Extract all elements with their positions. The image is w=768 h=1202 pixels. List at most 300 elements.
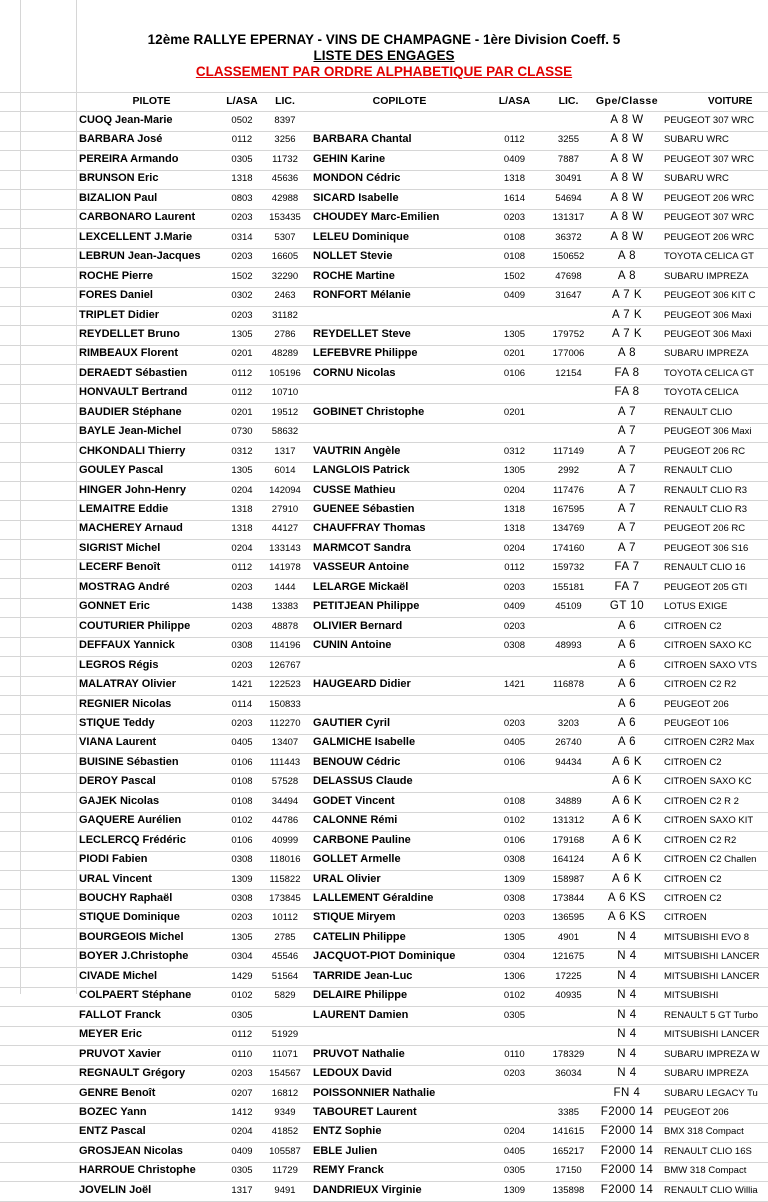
copilote-lasa: 1318 xyxy=(503,173,526,185)
copilote-lasa: 0405 xyxy=(503,1145,526,1157)
group-class: A 8 W xyxy=(610,230,644,243)
group-class: FA 7 xyxy=(614,561,640,574)
pilote-licence: 44786 xyxy=(271,815,299,827)
pilote-licence: 11729 xyxy=(272,1165,298,1177)
copilote-name: VASSEUR Antoine xyxy=(313,561,409,574)
pilote-licence: 13407 xyxy=(271,737,299,749)
table-row xyxy=(0,461,768,480)
pilote-lasa: 0304 xyxy=(231,951,253,963)
group-class: A 6 K xyxy=(612,775,642,788)
pilote-name: DEFFAUX Yannick xyxy=(79,639,175,652)
sheet-gridline xyxy=(0,1181,768,1182)
copilote-lasa: 0409 xyxy=(503,601,526,613)
copilote-licence: 34889 xyxy=(555,795,582,807)
car-model: RENAULT CLIO R3 xyxy=(664,504,748,515)
pilote-name: HARROUE Christophe xyxy=(79,1164,196,1177)
pilote-name: BRUNSON Eric xyxy=(79,172,159,185)
copilote-lasa: 0308 xyxy=(503,640,526,652)
copilote-name: LELARGE Mickaël xyxy=(313,580,409,593)
group-class: A 6 xyxy=(617,639,637,652)
copilote-licence xyxy=(543,1025,594,1044)
pilote-lasa: 1412 xyxy=(231,1106,253,1118)
copilote-licence: 178329 xyxy=(552,1048,585,1060)
table-row xyxy=(0,169,768,188)
copilote-licence xyxy=(543,383,594,402)
sheet-gridline xyxy=(0,617,768,618)
table-row xyxy=(0,247,768,266)
pilote-licence: 16812 xyxy=(271,1087,299,1099)
pilote-name: HINGER John-Henry xyxy=(79,483,186,496)
group-class: N 4 xyxy=(617,930,637,943)
pilote-licence: 45546 xyxy=(271,951,299,963)
copilote-licence: 2992 xyxy=(557,465,580,477)
car-model: PEUGEOT 307 WRC xyxy=(664,153,755,165)
copilote-name: CHAUFFRAY Thomas xyxy=(313,522,426,535)
sheet-gridline xyxy=(0,306,768,307)
copilote-lasa: 0405 xyxy=(503,737,526,749)
copilote-name xyxy=(313,306,486,325)
table-row xyxy=(0,500,768,519)
pilote-licence: 141978 xyxy=(269,562,301,574)
table-row xyxy=(0,811,768,830)
pilote-lasa: 1317 xyxy=(231,1184,253,1196)
pilote-name: STIQUE Teddy xyxy=(79,716,155,729)
pilote-name: LEBRUN Jean-Jacques xyxy=(79,250,201,263)
copilote-licence: 54694 xyxy=(555,192,582,204)
copilote-name: TABOURET Laurent xyxy=(313,1105,417,1118)
copilote-licence: 155181 xyxy=(552,581,585,593)
copilote-name xyxy=(313,1025,486,1044)
sheet-gridline xyxy=(0,442,768,443)
group-class: A 7 xyxy=(617,522,637,535)
group-class: A 7 xyxy=(617,425,637,438)
car-model: LOTUS EXIGE xyxy=(664,601,728,613)
table-row xyxy=(0,636,768,655)
copilote-lasa: 1309 xyxy=(503,1184,526,1196)
table-row xyxy=(0,597,768,616)
pilote-lasa: 1429 xyxy=(231,970,253,982)
copilote-lasa xyxy=(486,111,543,130)
car-model: RENAULT CLIO xyxy=(664,406,733,418)
car-model: CITROEN C2R2 Max xyxy=(664,737,755,749)
table-row xyxy=(0,267,768,286)
table-row xyxy=(0,889,768,908)
copilote-licence: 94434 xyxy=(555,756,582,768)
pilote-licence: 2786 xyxy=(274,328,296,340)
pilote-name: MACHEREY Arnaud xyxy=(79,522,183,535)
pilote-licence: 9491 xyxy=(274,1184,296,1196)
copilote-name: GUENEE Sébastien xyxy=(313,503,415,515)
pilote-lasa: 0314 xyxy=(231,231,253,243)
copilote-licence: 17150 xyxy=(555,1165,582,1177)
table-row xyxy=(0,986,768,1005)
copilote-lasa: 1306 xyxy=(503,970,526,982)
group-class: A 6 K xyxy=(612,814,642,827)
pilote-lasa: 0203 xyxy=(231,212,253,224)
pilote-name: ROCHE Pierre xyxy=(79,269,153,282)
copilote-name: ENTZ Sophie xyxy=(313,1125,382,1138)
copilote-lasa: 0305 xyxy=(503,1009,526,1021)
pilote-name: CHKONDALI Thierry xyxy=(79,444,186,457)
copilote-licence: 36034 xyxy=(555,1068,582,1080)
copilote-licence: 12154 xyxy=(555,367,582,379)
copilote-licence xyxy=(543,1084,594,1103)
pilote-licence: 150833 xyxy=(269,698,301,710)
pilote-licence: 126767 xyxy=(269,659,301,671)
group-class: FA 8 xyxy=(614,386,640,399)
pilote-licence: 16605 xyxy=(271,251,299,263)
copilote-lasa: 0102 xyxy=(503,815,526,827)
copilote-licence: 179168 xyxy=(552,834,585,846)
sheet-gridline xyxy=(0,1201,768,1202)
pilote-name: BOZEC Yann xyxy=(79,1105,147,1118)
sheet-gridline xyxy=(0,325,768,326)
copilote-lasa: 1305 xyxy=(503,328,526,340)
copilote-lasa: 0308 xyxy=(503,893,526,904)
sheet-gridline xyxy=(0,1142,768,1143)
copilote-name: LALLEMENT Géraldine xyxy=(313,892,434,904)
pilote-lasa: 1318 xyxy=(231,523,253,535)
car-model: SUBARU IMPREZA xyxy=(664,270,749,282)
table-row xyxy=(0,792,768,811)
group-class: A 6 KS xyxy=(607,892,647,904)
group-class: A 6 xyxy=(617,736,637,749)
pilote-lasa: 0204 xyxy=(231,542,253,554)
pilote-licence xyxy=(260,1006,310,1025)
pilote-name: BOYER J.Christophe xyxy=(79,950,189,963)
car-model: RENAULT CLIO Willia xyxy=(664,1184,758,1196)
pilote-name: LEXCELLENT J.Marie xyxy=(79,230,193,243)
sheet-gridline xyxy=(0,851,768,852)
pilote-licence: 112270 xyxy=(269,717,301,729)
copilote-licence: 17225 xyxy=(555,970,582,982)
copilote-name: OLIVIER Bernard xyxy=(313,619,403,632)
copilote-lasa xyxy=(486,656,543,675)
copilote-lasa: 0203 xyxy=(503,581,526,593)
pilote-licence: 51564 xyxy=(271,970,299,982)
car-model: CITROEN C2 R2 xyxy=(664,834,737,846)
pilote-lasa: 0203 xyxy=(231,717,253,729)
group-class: A 7 xyxy=(617,405,637,418)
pilote-lasa: 1305 xyxy=(231,328,253,340)
table-row xyxy=(0,908,768,927)
car-model: PEUGEOT 306 Maxi xyxy=(664,309,752,321)
group-class: F2000 14 xyxy=(600,1183,654,1196)
copilote-lasa: 0203 xyxy=(503,620,526,632)
table-row xyxy=(0,772,768,791)
pilote-licence: 133143 xyxy=(269,542,301,554)
pilote-lasa: 0308 xyxy=(231,640,253,652)
sheet-gridline xyxy=(0,695,768,696)
pilote-lasa: 0203 xyxy=(231,251,253,263)
pilote-lasa: 0203 xyxy=(231,620,253,632)
pilote-licence: 10112 xyxy=(272,912,298,924)
copilote-name: CUNIN Antoine xyxy=(313,639,392,652)
table-row xyxy=(0,1084,768,1103)
table-row xyxy=(0,383,768,402)
car-model: CITROEN C2 xyxy=(664,756,722,768)
pilote-lasa: 0102 xyxy=(231,815,253,827)
pilote-licence: 34494 xyxy=(271,795,299,807)
copilote-lasa: 0112 xyxy=(504,134,525,146)
pilote-name: LEGROS Régis xyxy=(79,658,159,671)
pilote-name: TRIPLET Didier xyxy=(79,308,160,321)
copilote-lasa: 0204 xyxy=(503,1126,526,1138)
car-model: PEUGEOT 206 WRC xyxy=(664,231,755,243)
copilote-licence: 136595 xyxy=(552,912,585,924)
col-header-lic-copilote: LIC. xyxy=(558,95,579,107)
table-row xyxy=(0,656,768,675)
pilote-lasa: 1318 xyxy=(231,173,253,185)
car-model: PEUGEOT 306 S16 xyxy=(664,542,749,554)
col-header-lasa: L/ASA xyxy=(226,95,258,107)
copilote-name: GOLLET Armelle xyxy=(313,853,401,866)
car-model: CITROEN C2 xyxy=(664,620,722,632)
pilote-licence: 41852 xyxy=(271,1126,299,1138)
pilote-lasa: 0405 xyxy=(231,737,253,749)
group-class: N 4 xyxy=(617,989,637,1002)
copilote-licence xyxy=(543,656,594,675)
pilote-licence: 6014 xyxy=(274,465,296,477)
copilote-name: LAURENT Damien xyxy=(313,1008,409,1021)
copilote-licence: 174160 xyxy=(552,542,585,554)
pilote-name: PEREIRA Armando xyxy=(79,152,179,165)
copilote-licence xyxy=(543,422,594,441)
car-model: PEUGEOT 206 xyxy=(664,698,729,710)
copilote-lasa: 0203 xyxy=(503,717,526,729)
sheet-gridline xyxy=(0,889,768,890)
sheet-gridline xyxy=(0,1162,768,1163)
pilote-lasa: 0305 xyxy=(231,1165,253,1177)
copilote-licence: 3255 xyxy=(557,134,580,146)
copilote-name xyxy=(313,422,486,441)
pilote-lasa: 0112 xyxy=(231,134,253,146)
copilote-name: RONFORT Mélanie xyxy=(313,289,411,302)
car-model: TOYOTA CELICA xyxy=(664,387,739,399)
car-model: CITROEN SAXO KIT xyxy=(664,815,754,827)
copilote-licence: 150652 xyxy=(552,251,585,263)
sheet-gridline xyxy=(0,1006,768,1007)
copilote-name: CHOUDEY Marc-Emilien xyxy=(313,211,440,224)
table-row xyxy=(0,403,768,422)
pilote-lasa: 0302 xyxy=(231,290,253,302)
pilote-name: GONNET Eric xyxy=(79,600,150,613)
pilote-licence: 1444 xyxy=(274,581,296,593)
pilote-name: GAQUERE Aurélien xyxy=(79,814,182,827)
group-class: A 6 xyxy=(617,658,637,671)
car-model: MITSUBISHI LANCER xyxy=(664,970,760,982)
pilote-licence: 142094 xyxy=(269,484,301,496)
table-row xyxy=(0,1142,768,1161)
car-model: PEUGEOT 307 WRC xyxy=(664,115,755,126)
car-model: PEUGEOT 206 RC xyxy=(664,445,746,457)
sheet-gridline xyxy=(0,1065,768,1066)
copilote-licence xyxy=(543,617,594,636)
sheet-gridline xyxy=(0,131,768,132)
copilote-licence: 131312 xyxy=(552,815,585,827)
pilote-name: MALATRAY Olivier xyxy=(79,678,176,691)
group-class: A 7 K xyxy=(612,289,642,302)
car-model: MITSUBISHI EVO 8 xyxy=(664,931,749,943)
table-row xyxy=(0,130,768,149)
copilote-name: NOLLET Stevie xyxy=(313,250,393,263)
copilote-name: LELEU Dominique xyxy=(313,230,409,243)
sheet-gridline xyxy=(0,423,768,424)
table-row xyxy=(0,1103,768,1122)
copilote-name: DANDRIEUX Virginie xyxy=(313,1183,422,1196)
pilote-lasa: 1305 xyxy=(231,931,253,943)
pilote-lasa: 0204 xyxy=(231,484,253,496)
copilote-name: POISSONNIER Nathalie xyxy=(313,1086,436,1099)
table-row xyxy=(0,1064,768,1083)
group-class: FN 4 xyxy=(613,1086,641,1099)
copilote-licence: 159732 xyxy=(552,562,585,574)
group-class: A 7 K xyxy=(612,308,642,321)
sheet-gridline xyxy=(0,637,768,638)
pilote-licence: 11071 xyxy=(272,1048,298,1060)
pilote-name: CIVADE Michel xyxy=(79,969,158,982)
pilote-licence: 118016 xyxy=(269,854,301,866)
copilote-name: MARMCOT Sandra xyxy=(313,541,411,554)
pilote-licence: 2463 xyxy=(274,290,296,302)
pilote-name: GENRE Benoît xyxy=(79,1086,156,1099)
table-row xyxy=(0,1006,768,1025)
group-class: F2000 14 xyxy=(600,1144,654,1157)
car-model: SUBARU WRC xyxy=(664,173,729,185)
copilote-licence: 26740 xyxy=(555,737,582,749)
pilote-licence: 58632 xyxy=(271,426,299,438)
rally-title: 12ème RALLYE EPERNAY - VINS DE CHAMPAGNE - 1ère Division Coeff. 5 xyxy=(147,32,621,47)
group-class: F2000 14 xyxy=(600,1105,654,1118)
copilote-name: DELAIRE Philippe xyxy=(313,989,408,1002)
car-model: PEUGEOT 206 WRC xyxy=(664,192,755,204)
pilote-name: FALLOT Franck xyxy=(79,1008,161,1021)
group-class: A 7 K xyxy=(612,327,642,340)
pilote-name: LEMAITRE Eddie xyxy=(79,503,169,515)
pilote-lasa: 0203 xyxy=(231,659,253,671)
pilote-name: FORES Daniel xyxy=(79,289,153,302)
pilote-name: ENTZ Pascal xyxy=(79,1125,146,1138)
table-row xyxy=(0,1161,768,1180)
car-model: PEUGEOT 307 WRC xyxy=(664,212,755,224)
car-model: RENAULT 5 GT Turbo xyxy=(664,1009,758,1021)
copilote-licence: 45109 xyxy=(555,601,582,613)
car-model: TOYOTA CELICA GT xyxy=(664,367,754,379)
copilote-licence: 165217 xyxy=(552,1145,585,1157)
pilote-lasa: 0102 xyxy=(231,990,253,1002)
car-model: RENAULT CLIO 16 xyxy=(664,562,746,574)
copilote-lasa xyxy=(486,422,543,441)
sheet-gridline xyxy=(0,248,768,249)
pilote-lasa: 0201 xyxy=(231,406,253,418)
pilote-licence: 45636 xyxy=(271,173,299,185)
copilote-lasa xyxy=(486,1103,543,1122)
sheet-gridline xyxy=(0,520,768,521)
copilote-lasa: 0108 xyxy=(503,795,526,807)
pilote-name: DERAEDT Sébastien xyxy=(79,366,188,379)
pilote-licence: 122523 xyxy=(269,679,301,691)
copilote-name xyxy=(313,383,486,402)
copilote-name: PETITJEAN Philippe xyxy=(313,600,420,613)
group-class: N 4 xyxy=(617,1008,637,1021)
car-model: BMW 318 Compact xyxy=(664,1165,747,1177)
pilote-licence: 153435 xyxy=(269,212,301,224)
sheet-gridline xyxy=(0,812,768,813)
group-class: A 8 W xyxy=(610,114,644,126)
pilote-lasa: 0108 xyxy=(231,795,253,807)
col-header-lasa-copilote: L/ASA xyxy=(498,95,531,107)
copilote-lasa: 0305 xyxy=(503,1165,526,1177)
table-row xyxy=(0,306,768,325)
table-row xyxy=(0,208,768,227)
pilote-lasa: 0112 xyxy=(231,387,253,399)
group-class: A 6 KS xyxy=(607,911,647,924)
pilote-lasa: 0308 xyxy=(231,893,253,904)
car-model: SUBARU WRC xyxy=(664,134,729,146)
copilote-licence xyxy=(543,1006,594,1025)
copilote-lasa xyxy=(486,1084,543,1103)
pilote-name: BAUDIER Stéphane xyxy=(79,405,182,418)
car-model: SUBARU IMPREZA xyxy=(664,348,749,360)
sheet-gridline xyxy=(0,1084,768,1085)
pilote-licence: 105587 xyxy=(269,1145,301,1157)
pilote-name: JOVELIN Joël xyxy=(79,1183,152,1196)
copilote-lasa: 0204 xyxy=(503,542,526,554)
pilote-lasa: 0207 xyxy=(231,1087,253,1099)
copilote-name: GALMICHE Isabelle xyxy=(313,736,416,749)
pilote-name: BUISINE Sébastien xyxy=(79,755,179,768)
col-header-voiture: VOITURE xyxy=(708,96,753,107)
sheet-gridline xyxy=(0,384,768,385)
sheet-gridline xyxy=(0,714,768,715)
group-class: A 7 xyxy=(617,464,637,477)
group-class: N 4 xyxy=(617,950,637,963)
car-model: PEUGEOT 306 KIT C xyxy=(664,290,756,302)
copilote-name: CUSSE Mathieu xyxy=(313,483,396,496)
pilote-licence: 5307 xyxy=(274,231,296,243)
copilote-lasa: 1305 xyxy=(503,931,526,943)
copilote-lasa xyxy=(486,383,543,402)
group-class: A 6 xyxy=(617,716,637,729)
pilote-name: LECLERCQ Frédéric xyxy=(79,833,186,846)
copilote-licence: 36372 xyxy=(555,231,582,243)
copilote-name: ROCHE Martine xyxy=(313,269,395,282)
sheet-gridline xyxy=(0,773,768,774)
copilote-lasa: 1318 xyxy=(503,523,526,535)
col-header-gpe-classe: Gpe/Classe xyxy=(595,95,659,107)
pilote-name: BIZALION Paul xyxy=(79,191,158,204)
group-class: A 6 K xyxy=(612,794,642,807)
copilote-lasa: 0203 xyxy=(503,912,526,924)
group-class: A 6 xyxy=(617,697,637,710)
pilote-lasa: 0112 xyxy=(231,1029,253,1041)
car-model: CITROEN xyxy=(664,912,707,924)
pilote-name: LECERF Benoît xyxy=(79,561,161,574)
copilote-licence xyxy=(543,695,594,714)
copilote-licence: 167595 xyxy=(552,504,585,515)
pilote-lasa: 0305 xyxy=(231,1009,253,1021)
pilote-licence: 8397 xyxy=(274,115,296,126)
copilote-lasa: 0409 xyxy=(503,153,526,165)
col-header-copilote: COPILOTE xyxy=(372,95,427,107)
sheet-gridline xyxy=(0,928,768,929)
table-row xyxy=(0,831,768,850)
sheet-gridline xyxy=(0,539,768,540)
copilote-name: VAUTRIN Angèle xyxy=(313,444,401,457)
table-row xyxy=(0,189,768,208)
pilote-lasa: 0203 xyxy=(231,1068,253,1080)
table-row xyxy=(0,325,768,344)
